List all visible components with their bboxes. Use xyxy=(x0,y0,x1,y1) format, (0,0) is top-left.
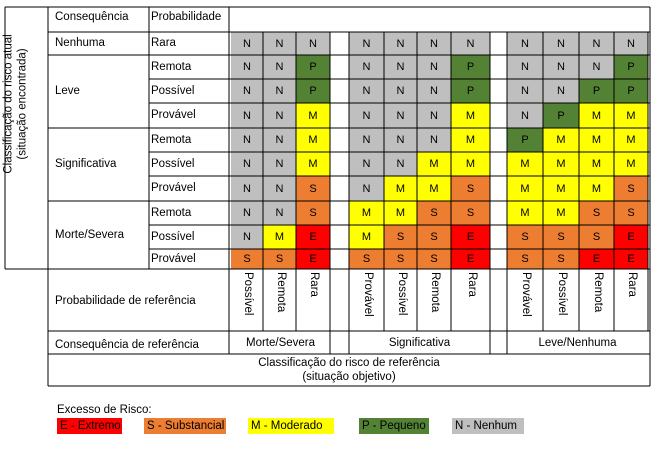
risk-cell: E xyxy=(451,249,490,269)
column-probability-label: Remota xyxy=(591,272,604,313)
risk-cell: S xyxy=(263,249,296,269)
side-title-line2: (situação encontrada) xyxy=(16,48,29,160)
risk-cell: M xyxy=(507,176,543,201)
column-probability-label: Rara xyxy=(626,272,638,297)
risk-cell: N xyxy=(231,201,263,225)
risk-cell: M xyxy=(543,201,579,225)
risk-cell: N xyxy=(451,32,490,55)
risk-cell: E xyxy=(614,249,648,269)
risk-cell: P xyxy=(507,128,543,152)
header-probability: Probabilidade xyxy=(151,11,222,23)
risk-cell: N xyxy=(231,152,263,176)
risk-cell: M xyxy=(579,152,614,176)
risk-cell: N xyxy=(263,79,296,103)
risk-cell: M xyxy=(296,152,330,176)
risk-cell: N xyxy=(384,152,417,176)
risk-cell: S xyxy=(296,176,330,201)
risk-cell: N xyxy=(507,103,543,128)
risk-cell: E xyxy=(296,249,330,269)
risk-cell: M xyxy=(614,152,648,176)
legend-item-e: E - Extremo xyxy=(57,418,122,434)
risk-cell: M xyxy=(451,152,490,176)
risk-cell: N xyxy=(349,32,384,55)
risk-cell: N xyxy=(417,32,451,55)
risk-cell: N xyxy=(231,79,263,103)
risk-cell: N xyxy=(349,55,384,79)
risk-cell: M xyxy=(417,152,451,176)
risk-cell: M xyxy=(349,201,384,225)
risk-cell: M xyxy=(349,225,384,249)
risk-cell: N xyxy=(384,128,417,152)
risk-cell: S xyxy=(579,225,614,249)
column-probability-label: Possível xyxy=(395,272,408,316)
reference-probability-label: Probabilidade de referência xyxy=(55,295,196,307)
risk-cell: S xyxy=(417,201,451,225)
risk-cell: P xyxy=(614,79,648,103)
risk-cell: M xyxy=(507,201,543,225)
row-probability-label: Remota xyxy=(151,134,192,146)
risk-cell: N xyxy=(296,32,330,55)
risk-cell: N xyxy=(349,152,384,176)
side-title-line1: Classificação do risco atual xyxy=(2,34,15,174)
column-probability-label: Rara xyxy=(308,272,320,297)
risk-cell: N xyxy=(384,32,417,55)
risk-cell: P xyxy=(451,79,490,103)
risk-cell: E xyxy=(296,225,330,249)
risk-cell: N xyxy=(231,176,263,201)
risk-cell: M xyxy=(579,103,614,128)
row-probability-label: Possível xyxy=(151,85,195,97)
risk-cell: M xyxy=(451,103,490,128)
row-probability-label: Provável xyxy=(151,182,196,194)
risk-cell: M xyxy=(417,176,451,201)
risk-cell: S xyxy=(417,225,451,249)
risk-cell: N xyxy=(543,32,579,55)
risk-cell: S xyxy=(614,176,648,201)
column-probability-label: Remota xyxy=(274,272,287,313)
risk-cell: M xyxy=(543,152,579,176)
risk-cell: N xyxy=(579,32,614,55)
risk-cell: N xyxy=(263,32,296,55)
risk-cell: M xyxy=(451,128,490,152)
reference-classification-line2: (situação objetivo) xyxy=(302,371,396,383)
risk-cell: N xyxy=(263,152,296,176)
risk-cell: M xyxy=(384,201,417,225)
risk-cell: N xyxy=(231,32,263,55)
risk-cell: N xyxy=(349,128,384,152)
risk-cell: N xyxy=(417,128,451,152)
risk-cell: N xyxy=(263,176,296,201)
risk-cell: N xyxy=(507,32,543,55)
risk-cell: N xyxy=(417,103,451,128)
risk-cell: P xyxy=(296,79,330,103)
risk-cell: N xyxy=(349,79,384,103)
header-consequence: Consequência xyxy=(55,11,129,23)
consequence-label: Morte/Severa xyxy=(55,229,125,241)
legend-item-p: P - Pequeno xyxy=(359,418,429,434)
row-probability-label: Remota xyxy=(151,207,192,219)
risk-cell: S xyxy=(507,249,543,269)
risk-cell: N xyxy=(263,201,296,225)
risk-cell: S xyxy=(231,249,263,269)
legend-item-m: M - Moderado xyxy=(248,418,334,434)
column-probability-label: Provável xyxy=(520,272,532,317)
row-probability-label: Possível xyxy=(151,158,195,170)
risk-cell: S xyxy=(543,249,579,269)
risk-cell: S xyxy=(451,201,490,225)
risk-cell: S xyxy=(614,201,648,225)
risk-cell: N xyxy=(231,128,263,152)
row-probability-label: Remota xyxy=(151,61,192,73)
column-probability-label: Remota xyxy=(429,272,441,313)
risk-cell: S xyxy=(543,225,579,249)
legend-item-n: N - Nenhum xyxy=(452,418,524,434)
risk-cell: M xyxy=(543,128,579,152)
risk-cell: N xyxy=(507,55,543,79)
risk-cell: P xyxy=(296,55,330,79)
risk-cell: M xyxy=(579,128,614,152)
row-probability-label: Rara xyxy=(151,37,176,49)
consequence-label: Leve xyxy=(55,85,80,97)
column-probability-label: Rara xyxy=(465,272,478,297)
risk-cell: P xyxy=(543,103,579,128)
risk-cell: M xyxy=(543,176,579,201)
risk-cell: S xyxy=(507,225,543,249)
risk-cell: N xyxy=(384,103,417,128)
risk-cell: N xyxy=(384,55,417,79)
risk-cell: E xyxy=(579,249,614,269)
risk-cell: N xyxy=(614,32,648,55)
risk-cell: M xyxy=(296,128,330,152)
column-group-label: Significativa xyxy=(388,337,451,349)
risk-cell: M xyxy=(579,176,614,201)
risk-cell: N xyxy=(263,55,296,79)
risk-cell: S xyxy=(579,201,614,225)
risk-cell: P xyxy=(579,79,614,103)
risk-cell: N xyxy=(349,103,384,128)
row-probability-label: Possível xyxy=(151,231,195,243)
risk-cell: N xyxy=(263,128,296,152)
risk-cell: N xyxy=(231,103,263,128)
consequence-label: Significativa xyxy=(55,158,117,170)
risk-cell: S xyxy=(417,249,451,269)
column-probability-label: Provável xyxy=(361,272,374,317)
risk-cell: N xyxy=(231,225,263,249)
risk-cell: N xyxy=(417,55,451,79)
risk-cell: N xyxy=(579,55,614,79)
column-probability-label: Possível xyxy=(242,272,254,316)
risk-cell: N xyxy=(349,176,384,201)
risk-cell: M xyxy=(507,152,543,176)
risk-cell: S xyxy=(384,249,417,269)
risk-cell: E xyxy=(451,225,490,249)
risk-cell: E xyxy=(614,225,648,249)
column-probability-label: Possível xyxy=(556,272,568,316)
row-probability-label: Provável xyxy=(151,253,196,265)
risk-cell: M xyxy=(296,103,330,128)
legend-title: Excesso de Risco: xyxy=(57,404,152,416)
row-probability-label: Provável xyxy=(151,109,196,121)
risk-cell: P xyxy=(451,55,490,79)
risk-cell: M xyxy=(614,103,648,128)
risk-cell: M xyxy=(384,176,417,201)
risk-cell: N xyxy=(231,55,263,79)
risk-cell: S xyxy=(451,176,490,201)
risk-cell: M xyxy=(263,225,296,249)
risk-cell: N xyxy=(263,103,296,128)
risk-cell: S xyxy=(349,249,384,269)
column-group-label: Morte/Severa xyxy=(245,337,316,349)
risk-cell: N xyxy=(507,79,543,103)
risk-cell: M xyxy=(614,128,648,152)
risk-cell: S xyxy=(296,201,330,225)
risk-cell: P xyxy=(614,55,648,79)
risk-cell: S xyxy=(384,225,417,249)
column-group-label: Leve/Nenhuma xyxy=(538,337,617,349)
reference-classification-line1: Classificação do risco de referência xyxy=(258,357,440,369)
risk-cell: N xyxy=(543,55,579,79)
risk-cell: N xyxy=(384,79,417,103)
risk-cell: N xyxy=(543,79,579,103)
risk-cell: N xyxy=(417,79,451,103)
reference-consequence-label: Consequência de referência xyxy=(55,339,199,351)
legend-item-s: S - Substancial xyxy=(144,418,226,434)
consequence-label: Nenhuma xyxy=(55,37,105,49)
